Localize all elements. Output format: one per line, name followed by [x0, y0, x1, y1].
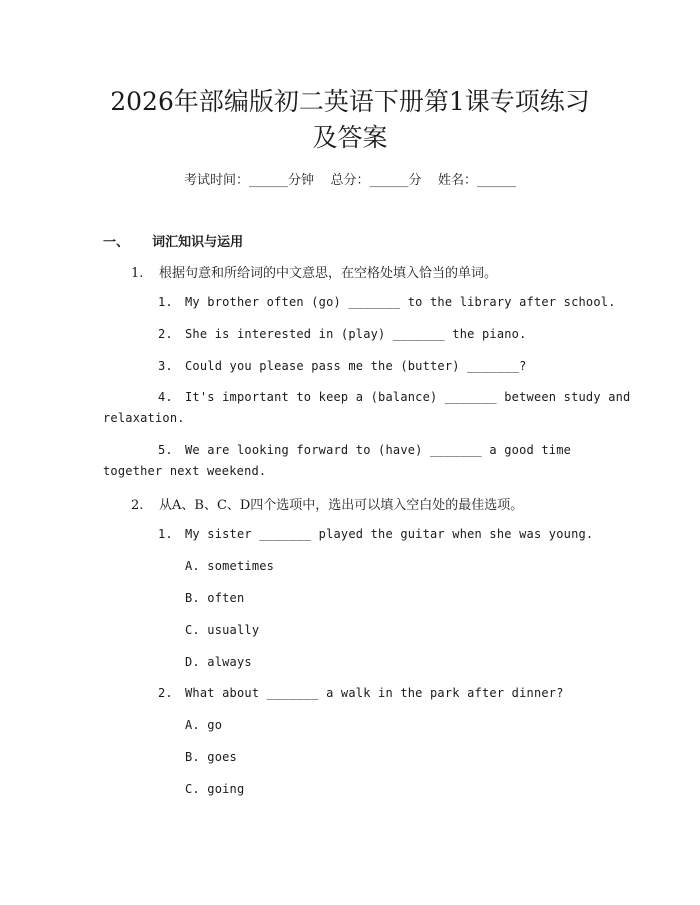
section-number: 一、 — [103, 235, 130, 250]
part1-instruction-text: 根据句意和所给词的中文意思，在空格处填入恰当的单词。 — [159, 266, 498, 281]
fill-item-number: 2. — [158, 327, 173, 341]
part2-number: 2. — [131, 498, 144, 513]
option-item: A. sometimes — [185, 559, 275, 573]
option-item: B. goes — [185, 750, 237, 764]
option-item: A. go — [185, 718, 223, 732]
document-title — [95, 84, 605, 156]
fill-item-text: She is interested in (play) _______ the piano. — [185, 327, 527, 341]
fill-item-3 — [158, 359, 527, 373]
fill-item-5 — [158, 443, 571, 457]
option-item: D. always — [185, 655, 252, 669]
question-text: My sister _______ played the guitar when she was young. — [185, 527, 594, 541]
option-item: B. often — [185, 591, 245, 605]
option-item: C. usually — [185, 623, 260, 637]
part2-instruction-text: 从A、B、C、D四个选项中，选出可以填入空白处的最佳选项。 — [159, 498, 524, 513]
option-item: C. going — [185, 782, 245, 796]
fill-item-number: 3. — [158, 359, 173, 373]
fill-item-number: 4. — [158, 390, 173, 404]
fill-item-text: My brother often (go) _______ to the library after school. — [185, 295, 616, 309]
question-number: 1. — [158, 527, 173, 541]
title-line-1: 2026年部编版初二英语下册第1课专项练习 — [110, 87, 590, 116]
section-heading — [103, 231, 243, 250]
question-number: 2. — [158, 686, 173, 700]
fill-item-5-continuation: together next weekend. — [103, 464, 267, 478]
fill-item-1 — [158, 295, 616, 309]
question-text: What about _______ a walk in the park after dinner? — [185, 686, 564, 700]
fill-item-text: It's important to keep a (balance) _______ between study and — [185, 390, 631, 404]
fill-item-text: Could you please pass me the (butter) _______? — [185, 359, 527, 373]
fill-item-number: 1. — [158, 295, 173, 309]
choice-question-2 — [158, 686, 564, 700]
title-line-2: 及答案 — [312, 123, 388, 152]
fill-item-2 — [158, 327, 527, 341]
part1-instruction — [131, 262, 497, 281]
part1-number: 1. — [131, 266, 144, 281]
choice-question-1 — [158, 527, 593, 541]
fill-item-4 — [158, 390, 630, 404]
fill-item-4-continuation: relaxation. — [103, 411, 185, 425]
section-title: 词汇知识与运用 — [152, 235, 244, 250]
fill-item-text: We are looking forward to (have) _______ a good time — [185, 443, 572, 457]
part2-instruction — [131, 494, 523, 513]
exam-info: 考试时间：______分钟 总分：______分 姓名：______ — [183, 173, 517, 188]
fill-item-number: 5. — [158, 443, 173, 457]
